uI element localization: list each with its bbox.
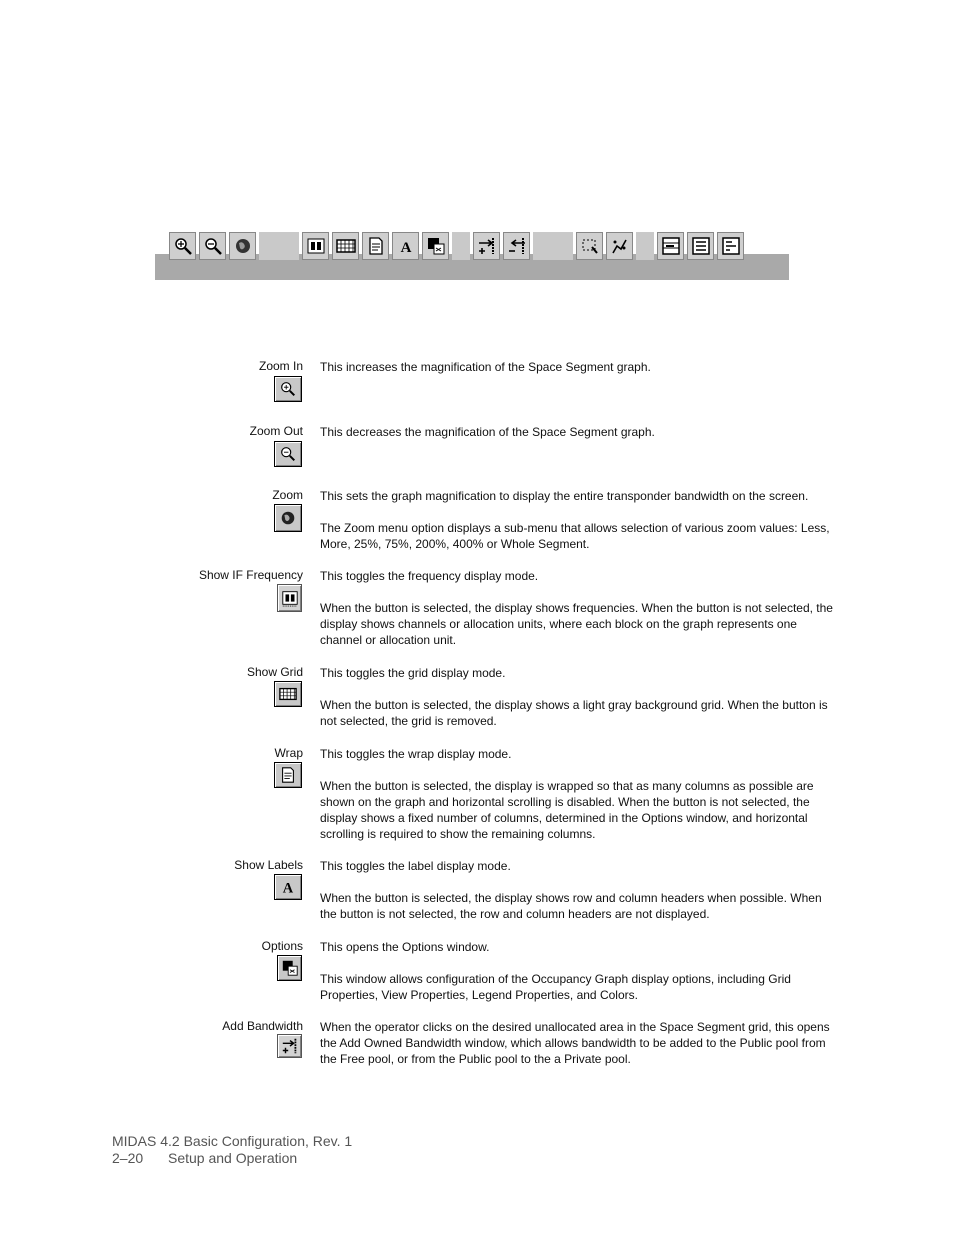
legend-1-icon — [657, 232, 684, 260]
svg-text:A: A — [282, 880, 294, 896]
svg-text:A: A — [400, 240, 411, 256]
description-paragraph: This toggles the frequency display mode. — [320, 569, 539, 583]
add-bandwidth-icon — [277, 1034, 302, 1058]
zoom-out-icon — [199, 232, 226, 260]
description-paragraph: This increases the magnification of the Space Segment graph. — [320, 360, 651, 374]
entry-description — [320, 858, 840, 922]
toolbar-separator — [636, 232, 654, 260]
footer-line-2 — [112, 1150, 352, 1167]
zoom-in-icon — [274, 376, 302, 402]
zoom-globe-icon — [229, 232, 256, 260]
toolbar-separator — [259, 232, 299, 260]
description-paragraph: This toggles the wrap display mode. — [320, 747, 512, 761]
description-paragraph: When the button is selected, the display shows frequencies. When the button is not selected, the display shows channels or allocation units, where each block on the graph represents one channel or allocation unit. — [320, 601, 833, 647]
entry-description — [320, 488, 840, 552]
entry-label: Show Grid — [246, 665, 303, 679]
footer-doc-title: MIDAS 4.2 Basic Configuration, Rev. 1 — [112, 1133, 353, 1149]
description-paragraph: When the button is selected, the display shows a light gray background grid. When the button is not selected, the grid is removed. — [320, 698, 828, 728]
footer-page-number: 2–20 — [112, 1150, 144, 1166]
entry-description — [320, 665, 840, 729]
entry-description — [320, 1019, 840, 1067]
show-if-frequency-icon — [302, 232, 329, 260]
toolbar-separator — [452, 232, 470, 260]
description-paragraph: This sets the graph magnification to display the entire transponder bandwidth on the screen. — [320, 489, 809, 503]
if-frequency-icon — [277, 584, 302, 612]
entry-description — [320, 568, 840, 648]
show-labels-icon — [392, 232, 419, 260]
description-paragraph: This toggles the grid display mode. — [320, 666, 506, 680]
description-paragraph: This toggles the label display mode. — [320, 859, 511, 873]
legend-3-icon — [717, 232, 744, 260]
toolbar-separator — [533, 232, 573, 260]
select-icon — [576, 232, 603, 260]
scatter-icon — [606, 232, 633, 260]
description-paragraph: This decreases the magnification of the Space Segment graph. — [320, 425, 655, 439]
legend-2-icon — [687, 232, 714, 260]
entry-description — [320, 939, 840, 1003]
toolbar-buttons — [169, 232, 801, 266]
entry-description — [320, 746, 840, 842]
grid-icon — [274, 681, 302, 707]
entry-label: Zoom In — [258, 359, 303, 373]
entry-label: Wrap — [274, 746, 303, 760]
footer-section: Setup and Operation — [168, 1150, 298, 1166]
labels-icon — [274, 874, 302, 900]
options-icon — [277, 955, 302, 981]
show-grid-icon — [332, 232, 359, 260]
description-paragraph: When the button is selected, the display shows row and column headers when possible. When the button is not selected, the row and column headers are not displayed. — [320, 891, 822, 921]
entry-label: Zoom Out — [249, 424, 303, 438]
toolbar-image — [155, 230, 801, 282]
entry-label: Options — [261, 939, 303, 953]
description-paragraph: The Zoom menu option displays a sub-menu that allows selection of various zoom values: Less, More, 25%, 75%, 200%, 400% or Whole Segment. — [320, 521, 830, 551]
entry-label: Show IF Frequency — [198, 568, 303, 582]
entry-label: Show Labels — [234, 858, 303, 872]
options-icon — [422, 232, 449, 260]
add-bandwidth-icon — [473, 232, 500, 260]
entry-description — [320, 359, 840, 375]
page-footer — [112, 1133, 352, 1167]
description-paragraph: When the button is selected, the display is wrapped so that as many columns as possible are shown on the graph and horizontal scrolling is disabled. When the button is not selected, the display shows a fixed number of columns, determined in the Options window, and horizontal scrolling is required to show the remaining columns. — [320, 779, 814, 841]
entry-label: Add Bandwidth — [222, 1019, 303, 1033]
description-paragraph: When the operator clicks on the desired unallocated area in the Space Segment grid, this opens the Add Owned Bandwidth window, which allows bandwidth to be added to the Public pool from the Free pool, or from the Public pool to the a Private pool. — [320, 1020, 830, 1066]
wrap-icon — [362, 232, 389, 260]
entry-description — [320, 424, 840, 440]
entry-label: Zoom — [272, 488, 303, 502]
remove-bandwidth-icon — [503, 232, 530, 260]
description-paragraph: This window allows configuration of the Occupancy Graph display options, including Grid Properties, View Properties, Legend Properties, and Colors. — [320, 972, 791, 1002]
zoom-in-icon — [169, 232, 196, 260]
description-paragraph: This opens the Options window. — [320, 940, 490, 954]
zoom-out-icon — [274, 441, 302, 467]
wrap-icon — [274, 762, 302, 788]
globe-icon — [274, 504, 302, 532]
